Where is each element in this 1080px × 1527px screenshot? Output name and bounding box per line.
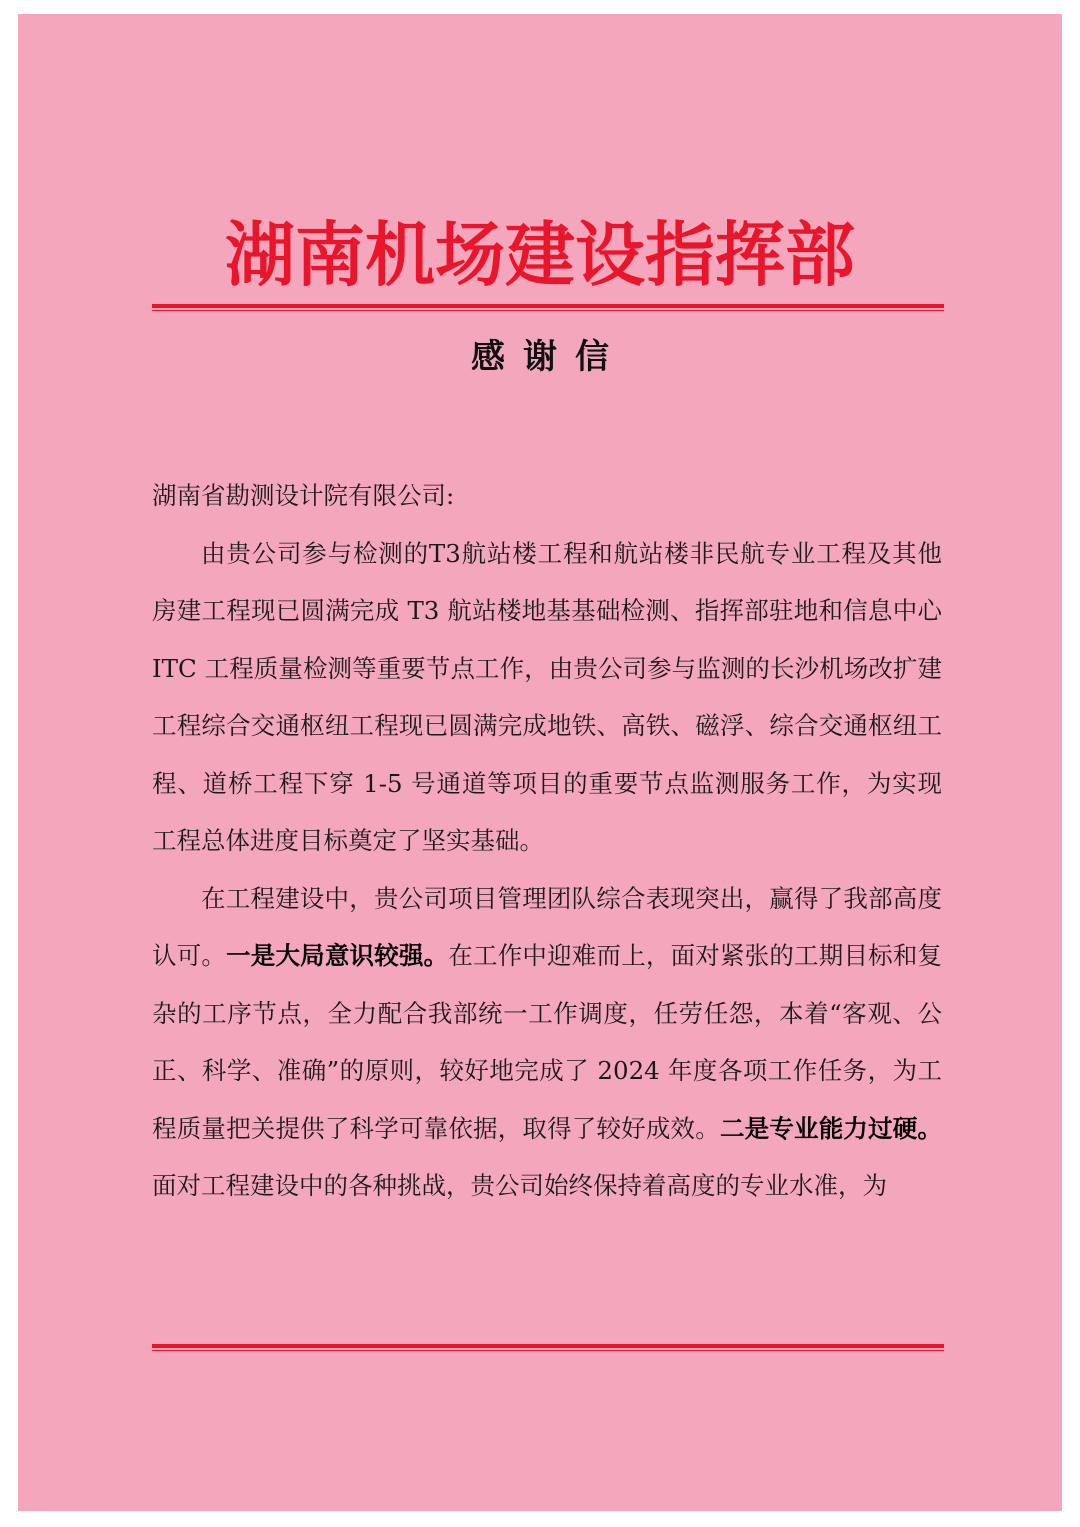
paragraph-2 xyxy=(152,870,942,1215)
letter-page xyxy=(18,14,1062,1511)
salutation: 湖南省勘测设计院有限公司: xyxy=(152,481,455,510)
letter-body xyxy=(152,467,942,1215)
paragraph-1: 由贵公司参与检测的T3航站楼工程和航站楼非民航专业工程及其他房建工程现已圆满完成 T3 航站楼地基基础检测、指挥部驻地和信息中心 ITC 工程质量检测等重要节点工作，由贵公司参与监测的长沙机场改扩建工程综合交通枢纽工程现已圆满完成地铁、高铁、磁浮、综合交通枢纽工程、道桥工程下穿 1-5 号通道等项目的重要节点监测服务工作，为实现工程总体进度目标奠定了坚实基础。 xyxy=(152,538,942,855)
paragraph-2-text-2: 在工作中迎难而上，面对紧张的工期目标和复杂的工序节点，全力配合我部统一工作调度，任劳任怨，本着“客观、公正、科学、准确”的原则，较好地完成了 2024 年度各项工作任务，为工程质量把关提供了科学可靠依据，取得了较好成效。 xyxy=(152,941,943,1143)
paragraph-2-text-3: 面对工程建设中的各种挑战，贵公司始终保持着高度的专业水准，为 xyxy=(152,1171,887,1200)
letterhead-organization: 湖南机场建设指挥部 xyxy=(225,213,855,296)
paragraph-2-text-1: 在工程建设中，贵公司项目管理团队综合表现突出，赢得了我部高度认可。 xyxy=(152,883,942,970)
document-title: 感谢信 xyxy=(471,337,627,377)
paragraph-2-highlight-1: 一是大局意识较强。 xyxy=(226,941,449,970)
footer-rule xyxy=(152,1344,944,1351)
letterhead-top-rule xyxy=(152,304,944,311)
paragraph-2-highlight-2: 二是专业能力过硬。 xyxy=(719,1113,943,1143)
